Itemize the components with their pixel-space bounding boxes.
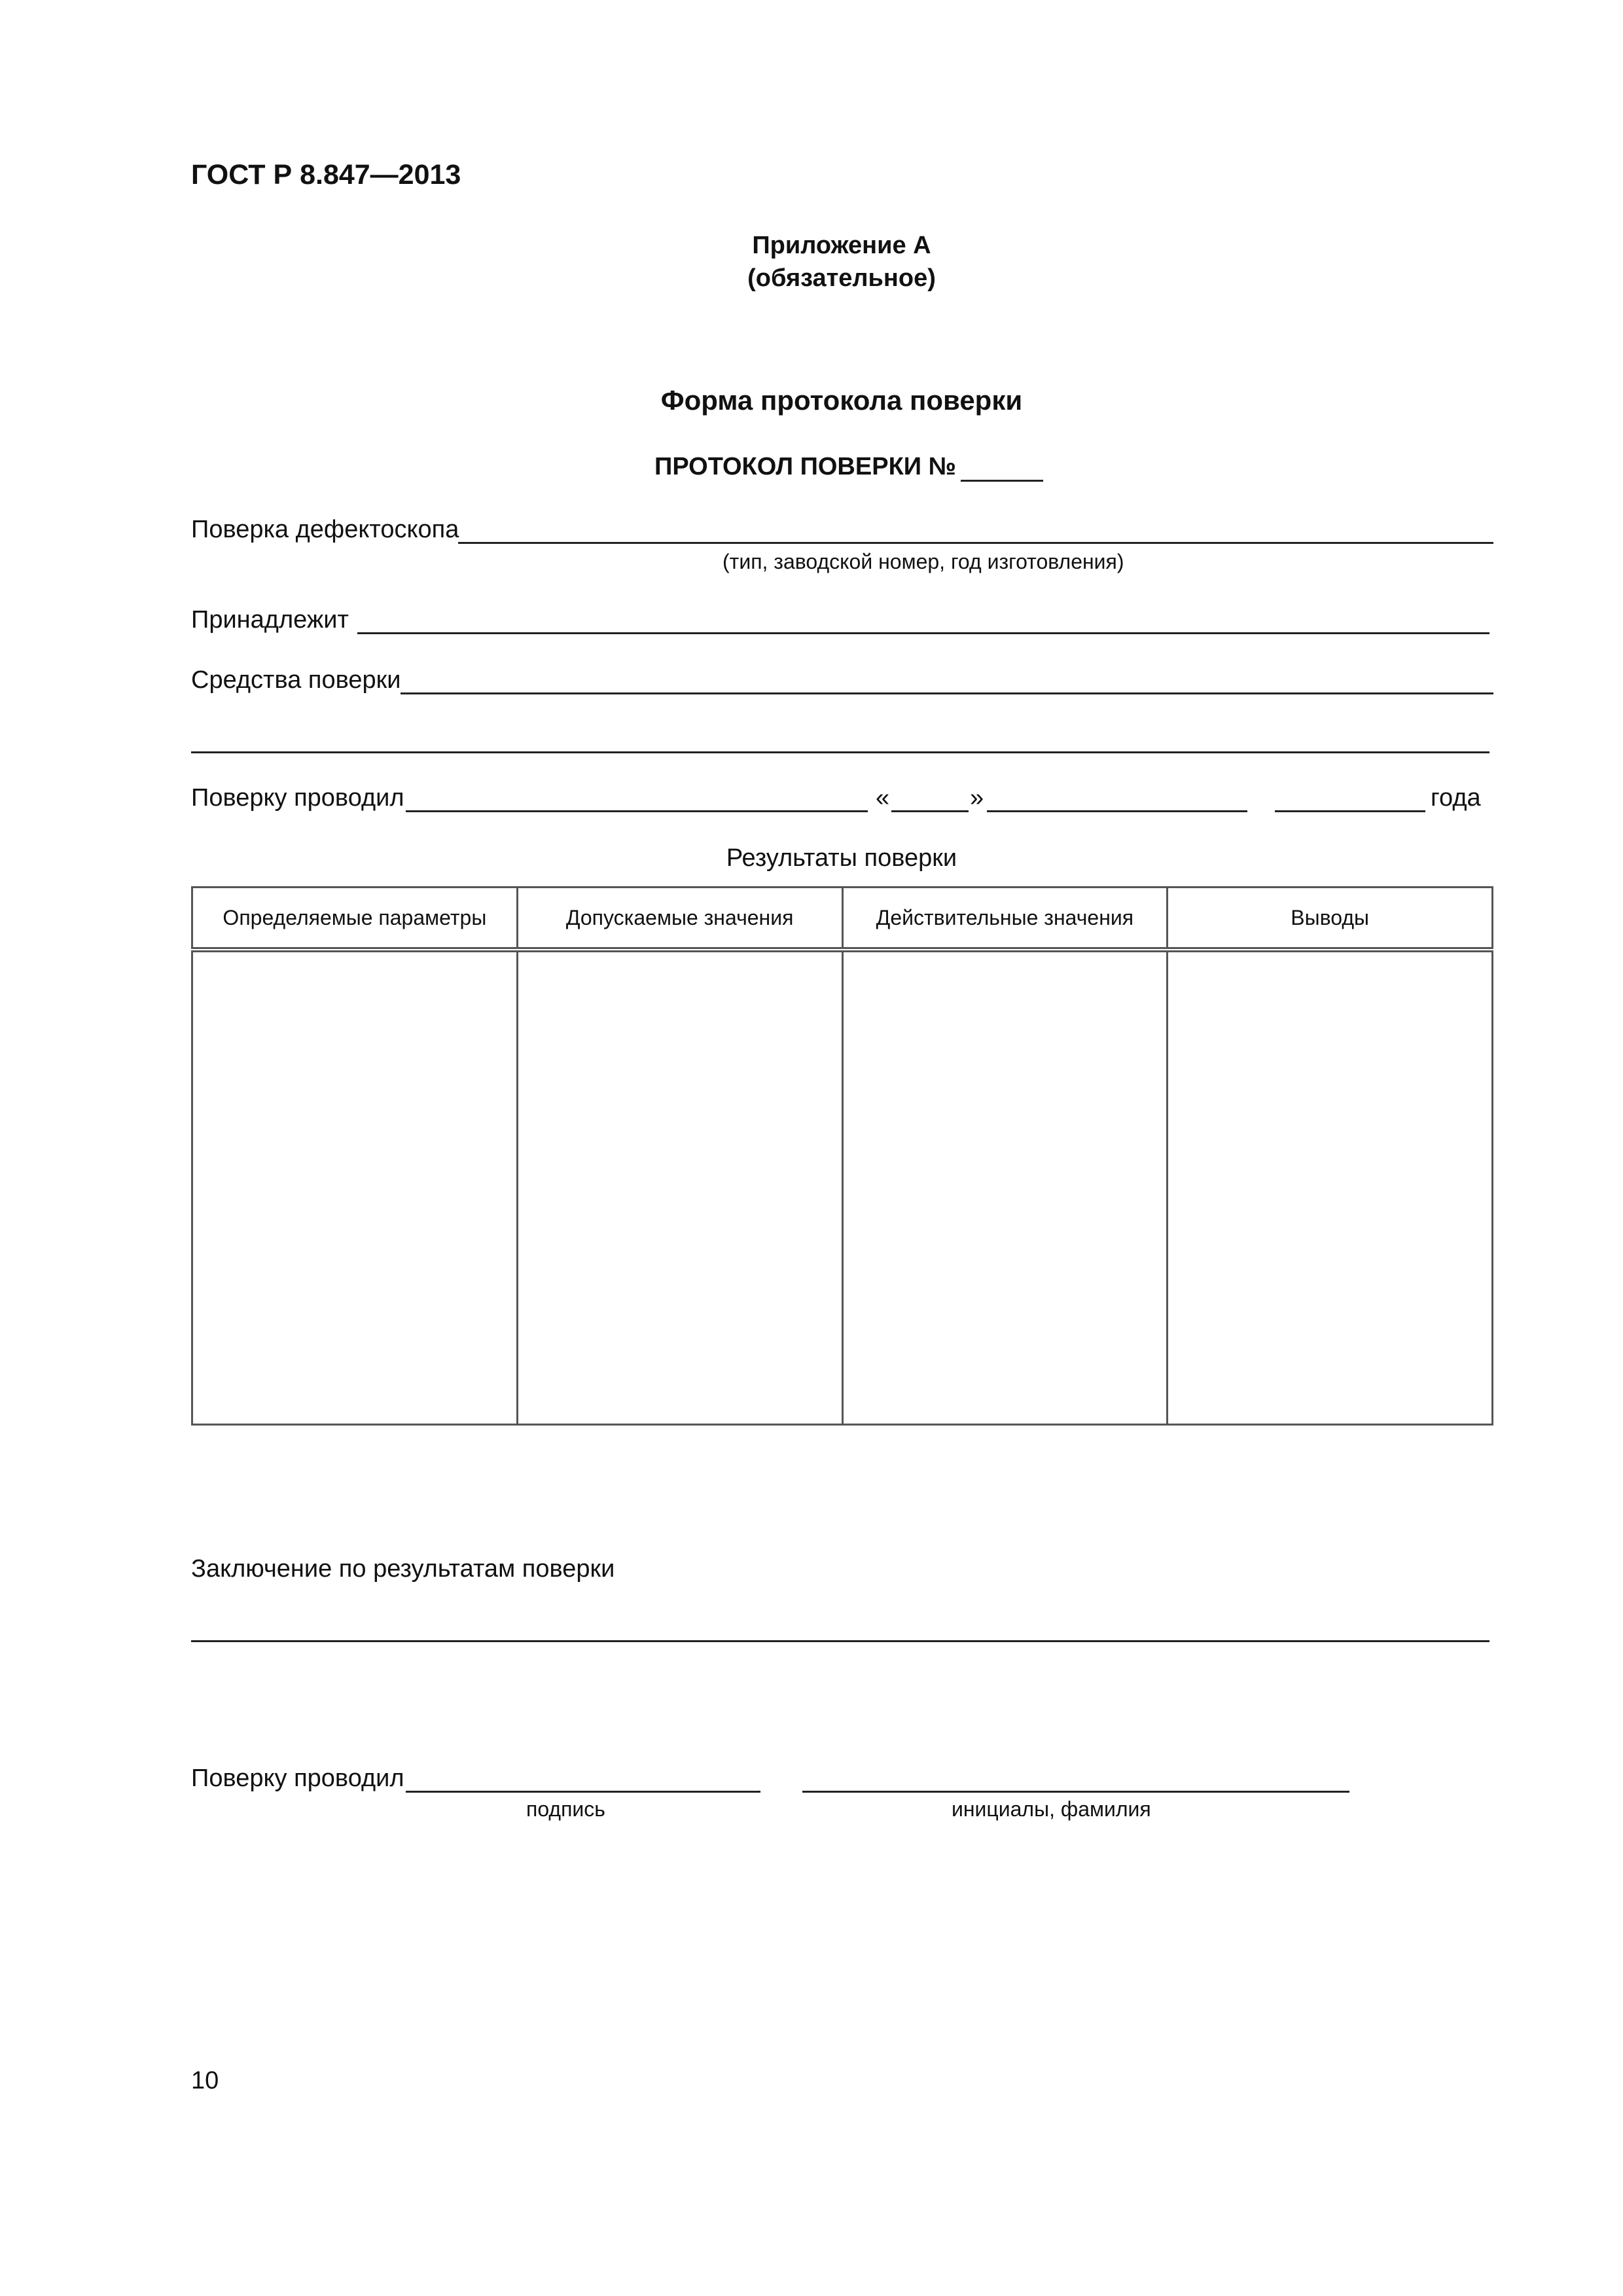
means-field[interactable]: [401, 692, 1493, 694]
quote-close: »: [970, 784, 984, 812]
form-title: Форма протокола поверки: [660, 385, 1023, 416]
performed-day-field[interactable]: [891, 810, 969, 812]
results-table: [191, 886, 1493, 1426]
owner-label: Принадлежит: [191, 606, 349, 634]
column-header: Допускаемые значения: [517, 888, 842, 950]
performed-month-field[interactable]: [987, 810, 1247, 812]
results-header-row: [192, 888, 1493, 950]
year-label: года: [1431, 784, 1481, 812]
signature-label: Поверку проводил: [191, 1765, 404, 1792]
column-header: Действительные значения: [842, 888, 1168, 950]
device-label: Поверка дефектоскопа: [191, 516, 459, 543]
owner-field[interactable]: [357, 632, 1489, 634]
performed-name-field[interactable]: [406, 810, 868, 812]
appendix-note: (обязательное): [747, 264, 936, 292]
performed-label: Поверку проводил: [191, 784, 404, 812]
device-caption: (тип, заводской номер, год изготовления): [722, 550, 1124, 573]
protocol-number-field[interactable]: [961, 480, 1043, 482]
results-cell[interactable]: [842, 950, 1168, 1425]
page-number: 10: [191, 2067, 219, 2094]
column-header: Выводы: [1168, 888, 1493, 950]
column-header: Определяемые параметры: [192, 888, 518, 950]
quote-open: «: [876, 784, 890, 812]
appendix-heading: [0, 229, 1623, 295]
results-title: Результаты поверки: [726, 844, 957, 872]
signature-caption: подпись: [526, 1797, 605, 1821]
appendix-title: Приложение А: [752, 232, 931, 259]
performed-year-field[interactable]: [1275, 810, 1425, 812]
name-caption: инициалы, фамилия: [952, 1797, 1151, 1821]
document-standard-number: ГОСТ Р 8.847—2013: [191, 159, 461, 190]
signature-field[interactable]: [406, 1791, 760, 1793]
results-cell[interactable]: [192, 950, 518, 1425]
means-label: Средства поверки: [191, 666, 401, 694]
name-field[interactable]: [802, 1791, 1349, 1793]
results-body-row: [192, 950, 1493, 1425]
results-cell[interactable]: [517, 950, 842, 1425]
device-field[interactable]: [458, 542, 1493, 544]
conclusion-field[interactable]: [191, 1640, 1489, 1642]
results-cell[interactable]: [1168, 950, 1493, 1425]
means-field-continuation[interactable]: [191, 751, 1489, 753]
conclusion-label: Заключение по результатам поверки: [191, 1555, 615, 1583]
protocol-label: ПРОТОКОЛ ПОВЕРКИ №: [654, 453, 956, 480]
